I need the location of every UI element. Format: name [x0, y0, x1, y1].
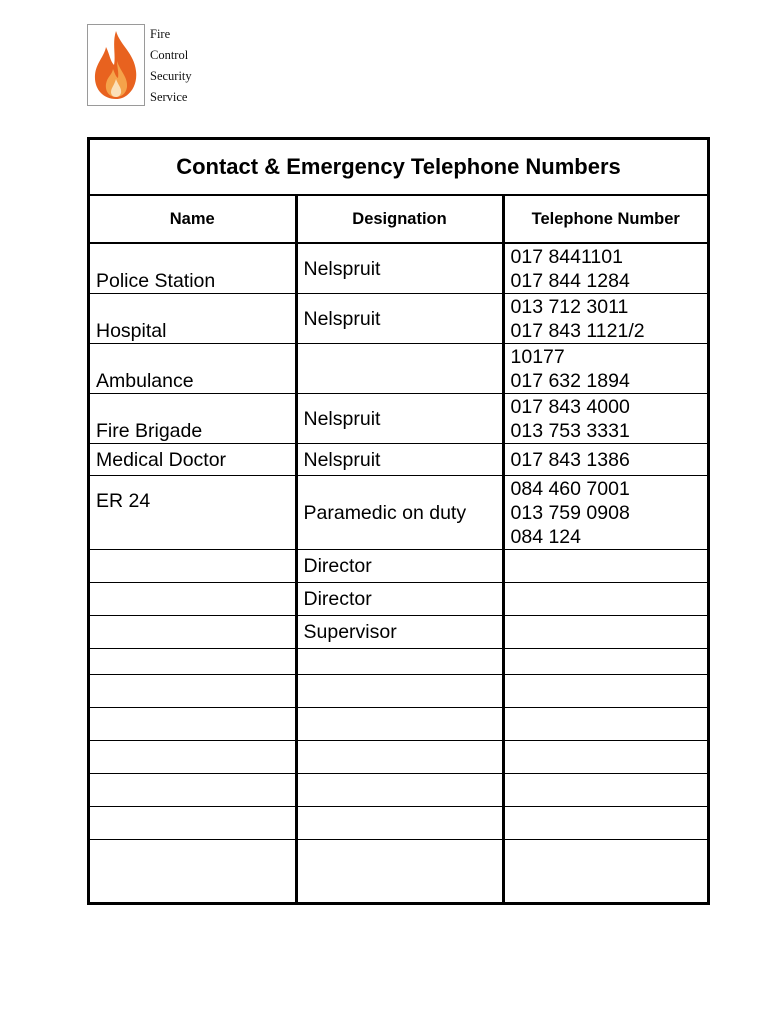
logo-line: Security [150, 69, 192, 83]
table-row [90, 550, 707, 583]
cell-phone [503, 675, 707, 708]
cell-designation [296, 840, 503, 902]
cell-designation [296, 675, 503, 708]
cell-designation: Director [296, 583, 503, 616]
table-row [90, 583, 707, 616]
cell-phone [503, 807, 707, 840]
cell-designation: Paramedic on duty [296, 476, 503, 550]
logo-line: Fire [150, 27, 171, 41]
table-row [90, 243, 707, 294]
cell-designation [296, 807, 503, 840]
cell-name [90, 616, 296, 649]
cell-phone [503, 476, 707, 550]
cell-designation: Director [296, 550, 503, 583]
logo-frame [87, 24, 145, 106]
cell-designation: Nelspruit [296, 294, 503, 344]
header-name: Name [90, 196, 296, 243]
table-row [90, 649, 707, 675]
table-row [90, 774, 707, 807]
cell-name: Hospital [90, 294, 296, 344]
cell-name [90, 583, 296, 616]
table-row [90, 616, 707, 649]
phone-number: 017 843 1121/2 [510, 320, 645, 342]
phone-number: 017 8441101 [510, 246, 623, 268]
cell-phone [503, 840, 707, 902]
cell-name: Police Station [90, 243, 296, 294]
phone-number: 013 712 3011 [510, 296, 629, 318]
cell-designation: Nelspruit [296, 394, 503, 444]
flame-icon [90, 27, 142, 103]
contact-sheet [87, 137, 710, 905]
table-row [90, 444, 707, 476]
cell-name [90, 840, 296, 902]
table-row [90, 807, 707, 840]
cell-phone [503, 243, 707, 294]
header-designation: Designation [296, 196, 503, 243]
table-row [90, 294, 707, 344]
phone-number: 013 759 0908 [510, 502, 630, 524]
table-row [90, 708, 707, 741]
phone-number: 10177 [510, 346, 565, 368]
phone-number: 017 632 1894 [510, 370, 630, 392]
cell-name [90, 774, 296, 807]
cell-designation [296, 708, 503, 741]
cell-designation: Nelspruit [296, 243, 503, 294]
cell-phone [503, 344, 707, 394]
cell-phone [503, 708, 707, 741]
cell-name [90, 649, 296, 675]
table-row [90, 741, 707, 774]
sheet-title: Contact & Emergency Telephone Numbers [90, 140, 707, 196]
phone-number: 084 124 [510, 526, 581, 548]
cell-phone [503, 583, 707, 616]
cell-name [90, 675, 296, 708]
cell-designation: Supervisor [296, 616, 503, 649]
cell-phone [503, 616, 707, 649]
cell-name [90, 807, 296, 840]
cell-phone [503, 741, 707, 774]
cell-phone [503, 649, 707, 675]
table-row [90, 344, 707, 394]
phone-number: 084 460 7001 [510, 478, 630, 500]
cell-phone [503, 394, 707, 444]
cell-designation [296, 344, 503, 394]
phone-number: 013 753 3331 [510, 420, 630, 442]
phone-number: 017 844 1284 [510, 270, 630, 292]
table-row [90, 675, 707, 708]
company-logo [87, 24, 192, 108]
phone-number: 017 843 1386 [510, 448, 630, 471]
cell-phone [503, 550, 707, 583]
table-row [90, 394, 707, 444]
phone-number: 017 843 4000 [510, 396, 630, 418]
cell-name [90, 741, 296, 774]
cell-name: Ambulance [90, 344, 296, 394]
cell-phone [503, 774, 707, 807]
cell-name [90, 550, 296, 583]
cell-name: Fire Brigade [90, 394, 296, 444]
cell-name [90, 708, 296, 741]
cell-phone [503, 444, 707, 476]
header-row [90, 196, 707, 243]
cell-designation [296, 741, 503, 774]
logo-text [150, 24, 192, 108]
logo-line: Control [150, 48, 189, 62]
cell-name: ER 24 [90, 476, 296, 550]
table-row [90, 476, 707, 550]
cell-name: Medical Doctor [90, 444, 296, 476]
header-telephone: Telephone Number [503, 196, 707, 243]
logo-line: Service [150, 90, 188, 104]
cell-designation [296, 649, 503, 675]
cell-phone [503, 294, 707, 344]
cell-designation [296, 774, 503, 807]
cell-designation: Nelspruit [296, 444, 503, 476]
table-row [90, 840, 707, 902]
contacts-table [90, 196, 707, 902]
